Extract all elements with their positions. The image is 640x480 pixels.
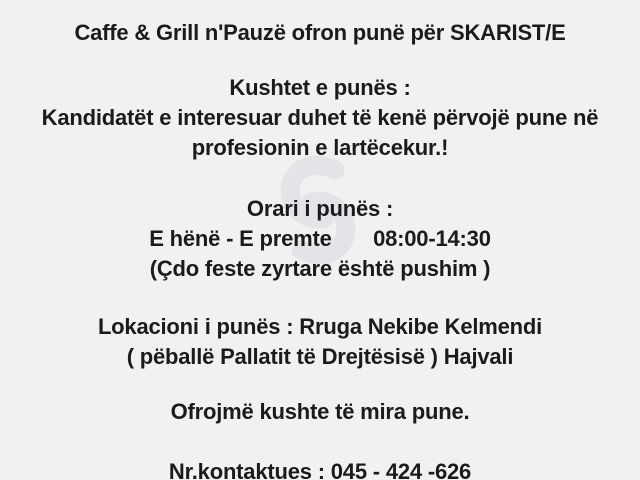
location-line1: Lokacioni i punës : Rruga Nekibe Kelmendi [97, 314, 543, 339]
contact-line: Nr.kontaktues : 045 - 424 -626 [168, 459, 472, 480]
conditions-heading: Kushtet e punës : [229, 75, 411, 100]
schedule-holiday-note: (Çdo feste zyrtare është pushim ) [149, 256, 491, 281]
location-line2: ( pëballë Pallatit të Drejtësisë ) Hajvali [126, 344, 514, 369]
offer-line: Ofrojmë kushte të mira pune. [170, 399, 470, 424]
schedule-days-hours: E hënë - E premte 08:00-14:30 [149, 226, 491, 251]
poster-title: Caffe & Grill n'Pauzë ofron punë për SKARIST/E [74, 20, 566, 45]
schedule-heading: Orari i punës : [246, 196, 394, 221]
conditions-detail-line2: profesionin e lartëcekur.! [191, 135, 449, 160]
conditions-detail-line1: Kandidatët e interesuar duhet të kenë përvojë pune në [41, 105, 599, 130]
